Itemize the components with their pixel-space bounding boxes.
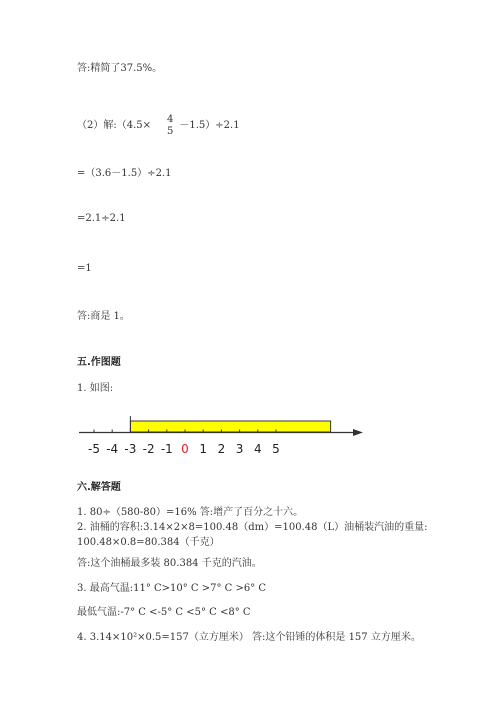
number-line-figure <box>77 412 377 463</box>
tick-label: 1 <box>199 442 208 456</box>
tick-label: -1 <box>160 442 173 456</box>
answer-line-2: 答:商是 1。 <box>77 311 130 322</box>
tick-label: 5 <box>272 442 280 456</box>
tick-label: 4 <box>253 442 262 456</box>
answer-line-1: 答:精简了37.5%。 <box>77 63 163 74</box>
tick-label: -5 <box>88 442 100 456</box>
tick-label: 3 <box>235 442 244 456</box>
section-five-item-1: 1. 如图: <box>77 383 114 394</box>
fraction-four-fifths <box>167 114 173 137</box>
tick-label: -2 <box>142 442 155 456</box>
q2-line-b: 100.48×0.8=80.384（千克） <box>77 537 220 548</box>
step-line-1: =（3.6－1.5）÷2.1 <box>77 168 172 179</box>
step-line-3: =1 <box>77 263 92 274</box>
tick-label: -4 <box>106 442 119 456</box>
part2-expression <box>77 114 240 137</box>
q1-line: 1. 80÷（580-80）=16% 答:增产了百分之十六。 <box>77 507 304 518</box>
fraction-numerator: 4 <box>167 114 174 125</box>
part2-prefix: （2）解:（4.5× <box>77 120 152 131</box>
highlight-range-box <box>130 421 330 432</box>
q3-line-a: 3. 最高气温:11° C>10° C >7° C >6° C <box>77 583 267 594</box>
section-six-title: 六.解答题 <box>77 482 121 493</box>
number-line-svg <box>77 412 377 460</box>
q4-line: 4. 3.14×10²×0.5=157（立方厘米） 答:这个铅锤的体积是 157 立方厘米。 <box>77 632 421 643</box>
q3-line-b: 最低气温:-7° C <-5° C <5° C <8° C <box>77 607 251 618</box>
tick-label: 0 <box>181 442 189 456</box>
arrow-head-icon <box>353 429 363 436</box>
q2-answer: 答:这个油桶最多装 80.384 千克的汽油。 <box>77 558 262 569</box>
tick-label: 2 <box>217 442 226 456</box>
fraction-denominator: 5 <box>167 126 174 137</box>
step-line-2: =2.1÷2.1 <box>77 213 126 224</box>
part2-suffix: －1.5）÷2.1 <box>179 120 240 131</box>
q2-line-a: 2. 油桶的容积:3.14×2×8=100.48（dm）=100.48（L）油桶装汽油的重量: <box>77 522 428 533</box>
section-five-title: 五.作图题 <box>77 357 121 368</box>
tick-label: -3 <box>124 442 137 456</box>
